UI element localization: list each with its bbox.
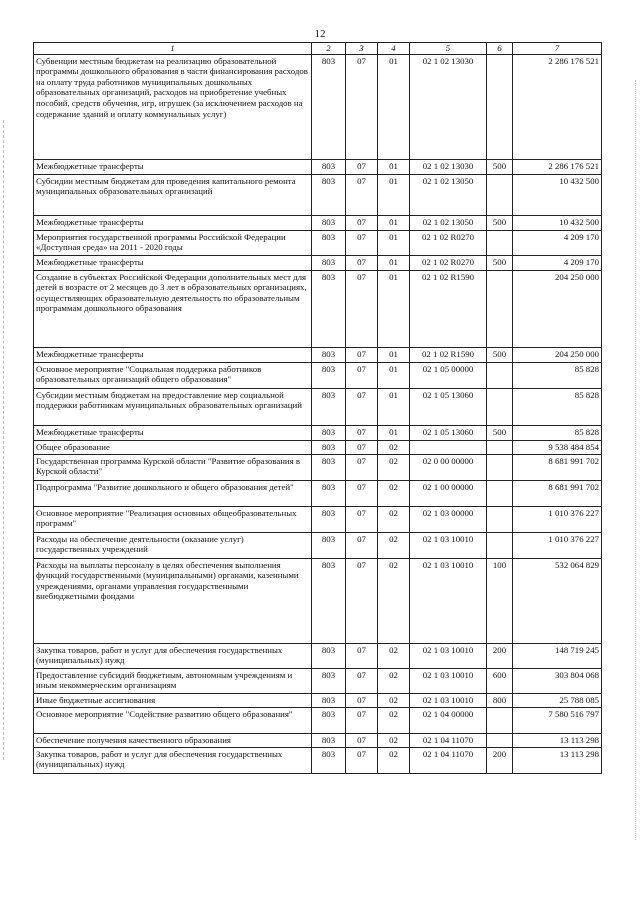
target-article: 02 1 02 R0270 (410, 230, 487, 255)
subsection-code: 02 (378, 733, 410, 747)
expense-type (487, 174, 513, 215)
table-row (34, 532, 602, 558)
subsection-code: 01 (378, 270, 410, 347)
expense-type (487, 362, 513, 388)
row-name: Субсидии местным бюджетам для проведения капитального ремонта муниципальных образовательных организаций (34, 174, 312, 215)
column-header: 1 (34, 43, 312, 55)
subsection-code: 02 (378, 558, 410, 643)
section-code: 07 (346, 733, 378, 747)
expense-type: 200 (487, 747, 513, 773)
section-code: 07 (346, 668, 378, 693)
subsection-code: 01 (378, 425, 410, 440)
table-row (34, 215, 602, 230)
amount: 10 432 500 (513, 174, 602, 215)
section-code: 07 (346, 159, 378, 174)
admin-code: 803 (312, 693, 346, 707)
target-article: 02 1 04 11070 (410, 733, 487, 747)
section-code: 07 (346, 747, 378, 773)
admin-code: 803 (312, 230, 346, 255)
expense-type (487, 388, 513, 425)
section-code: 07 (346, 388, 378, 425)
expense-type: 500 (487, 347, 513, 362)
amount: 532 064 829 (513, 558, 602, 643)
row-name: Основное мероприятие "Реализация основных общеобразовательных программ" (34, 506, 312, 532)
table-row (34, 480, 602, 506)
subsection-code: 02 (378, 440, 410, 454)
amount: 85 828 (513, 388, 602, 425)
row-name: Мероприятия государственной программы Российской Федерации «Доступная среда» на 2011 - 2020 годы (34, 230, 312, 255)
admin-code: 803 (312, 532, 346, 558)
row-name: Закупка товаров, работ и услуг для обеспечения государственных (муниципальных) нужд (34, 643, 312, 668)
table-row (34, 425, 602, 440)
row-name: Межбюджетные трансферты (34, 159, 312, 174)
expense-type: 500 (487, 425, 513, 440)
admin-code: 803 (312, 707, 346, 733)
admin-code: 803 (312, 733, 346, 747)
admin-code: 803 (312, 362, 346, 388)
admin-code: 803 (312, 159, 346, 174)
expense-type: 100 (487, 558, 513, 643)
section-code: 07 (346, 270, 378, 347)
table-row (34, 54, 602, 159)
amount: 4 209 170 (513, 230, 602, 255)
amount: 13 113 298 (513, 747, 602, 773)
section-code: 07 (346, 532, 378, 558)
admin-code: 803 (312, 174, 346, 215)
table-row (34, 693, 602, 707)
expense-type: 500 (487, 255, 513, 270)
target-article: 02 1 02 13030 (410, 159, 487, 174)
scan-edge-left (3, 120, 7, 760)
amount: 85 828 (513, 362, 602, 388)
target-article: 02 1 05 00000 (410, 362, 487, 388)
target-article: 02 1 00 00000 (410, 480, 487, 506)
target-article: 02 0 00 00000 (410, 454, 487, 480)
amount: 303 804 068 (513, 668, 602, 693)
admin-code: 803 (312, 668, 346, 693)
table-row (34, 668, 602, 693)
table-row (34, 733, 602, 747)
column-header: 5 (410, 43, 487, 55)
amount: 10 432 500 (513, 215, 602, 230)
page-number: 12 (314, 28, 326, 40)
target-article: 02 1 02 R1590 (410, 270, 487, 347)
row-name: Общее образование (34, 440, 312, 454)
subsection-code: 01 (378, 230, 410, 255)
table-row (34, 347, 602, 362)
row-name: Межбюджетные трансферты (34, 425, 312, 440)
section-code: 07 (346, 174, 378, 215)
subsection-code: 01 (378, 159, 410, 174)
admin-code: 803 (312, 347, 346, 362)
expense-type: 500 (487, 159, 513, 174)
target-article: 02 1 05 13060 (410, 388, 487, 425)
table-row (34, 707, 602, 733)
amount: 204 250 000 (513, 347, 602, 362)
row-name: Расходы на выплаты персоналу в целях обеспечения выполнения функций государственными (муниципальными) органами, казенными учреждениями, органами управления государственными внебюджетными фондами (34, 558, 312, 643)
subsection-code: 01 (378, 174, 410, 215)
table-row (34, 558, 602, 643)
row-name: Субвенции местным бюджетам на реализацию образовательной программы дошкольного образования в части финансирования расходов на оплату труда работников муниципальных дошкольных образовательных организаций, расходов на приобретение учебных пособий, средств обучения, игр, игрушек (за исключением расходов на содержание зданий и оплату коммунальных услуг) (34, 54, 312, 159)
section-code: 07 (346, 480, 378, 506)
section-code: 07 (346, 215, 378, 230)
amount: 148 719 245 (513, 643, 602, 668)
amount: 85 828 (513, 425, 602, 440)
subsection-code: 01 (378, 347, 410, 362)
subsection-code: 01 (378, 362, 410, 388)
table-header-row (34, 43, 602, 55)
target-article: 02 1 03 10010 (410, 532, 487, 558)
amount: 9 538 484 854 (513, 440, 602, 454)
expense-type (487, 270, 513, 347)
table-row (34, 270, 602, 347)
section-code: 07 (346, 643, 378, 668)
target-article: 02 1 02 R0270 (410, 255, 487, 270)
admin-code: 803 (312, 54, 346, 159)
table-row (34, 230, 602, 255)
row-name: Расходы на обеспечение деятельности (оказание услуг) государственных учреждений (34, 532, 312, 558)
admin-code: 803 (312, 747, 346, 773)
section-code: 07 (346, 506, 378, 532)
target-article: 02 1 04 00000 (410, 707, 487, 733)
admin-code: 803 (312, 388, 346, 425)
target-article: 02 1 03 10010 (410, 668, 487, 693)
target-article: 02 1 05 13060 (410, 425, 487, 440)
amount: 13 113 298 (513, 733, 602, 747)
budget-table (33, 42, 602, 774)
section-code: 07 (346, 707, 378, 733)
row-name: Основное мероприятие "Содействие развитию общего образования" (34, 707, 312, 733)
admin-code: 803 (312, 506, 346, 532)
admin-code: 803 (312, 440, 346, 454)
amount: 8 681 991 702 (513, 454, 602, 480)
section-code: 07 (346, 54, 378, 159)
row-name: Межбюджетные трансферты (34, 215, 312, 230)
row-name: Предоставление субсидий бюджетным, автономным учреждениям и иным некоммерческим организациям (34, 668, 312, 693)
row-name: Иные бюджетные ассигнования (34, 693, 312, 707)
amount: 2 286 176 521 (513, 159, 602, 174)
row-name: Закупка товаров, работ и услуг для обеспечения государственных (муниципальных) нужд (34, 747, 312, 773)
subsection-code: 02 (378, 707, 410, 733)
target-article: 02 1 03 10010 (410, 643, 487, 668)
column-header: 7 (513, 43, 602, 55)
admin-code: 803 (312, 215, 346, 230)
expense-type (487, 54, 513, 159)
row-name: Межбюджетные трансферты (34, 255, 312, 270)
table-body (34, 54, 602, 773)
scan-edge-right (632, 80, 636, 840)
column-header: 4 (378, 43, 410, 55)
section-code: 07 (346, 454, 378, 480)
expense-type: 500 (487, 215, 513, 230)
expense-type (487, 707, 513, 733)
row-name: Подпрограмма "Развитие дошкольного и общего образования детей" (34, 480, 312, 506)
target-article (410, 440, 487, 454)
section-code: 07 (346, 440, 378, 454)
admin-code: 803 (312, 643, 346, 668)
column-header: 2 (312, 43, 346, 55)
target-article: 02 1 02 13050 (410, 215, 487, 230)
subsection-code: 01 (378, 255, 410, 270)
subsection-code: 01 (378, 215, 410, 230)
column-header: 3 (346, 43, 378, 55)
row-name: Государственная программа Курской области "Развитие образования в Курской области" (34, 454, 312, 480)
amount: 2 286 176 521 (513, 54, 602, 159)
admin-code: 803 (312, 255, 346, 270)
table-row (34, 388, 602, 425)
amount: 1 010 376 227 (513, 532, 602, 558)
section-code: 07 (346, 425, 378, 440)
expense-type: 600 (487, 668, 513, 693)
expense-type (487, 480, 513, 506)
table-row (34, 643, 602, 668)
table-row (34, 159, 602, 174)
table-row (34, 362, 602, 388)
expense-type (487, 440, 513, 454)
row-name: Межбюджетные трансферты (34, 347, 312, 362)
expense-type (487, 733, 513, 747)
section-code: 07 (346, 230, 378, 255)
amount: 204 250 000 (513, 270, 602, 347)
subsection-code: 02 (378, 506, 410, 532)
expense-type (487, 454, 513, 480)
table-row (34, 747, 602, 773)
admin-code: 803 (312, 425, 346, 440)
admin-code: 803 (312, 270, 346, 347)
row-name: Обеспечение получения качественного образования (34, 733, 312, 747)
amount: 1 010 376 227 (513, 506, 602, 532)
amount: 25 788 085 (513, 693, 602, 707)
target-article: 02 1 02 13050 (410, 174, 487, 215)
target-article: 02 1 02 13030 (410, 54, 487, 159)
table-row (34, 255, 602, 270)
subsection-code: 02 (378, 747, 410, 773)
subsection-code: 02 (378, 480, 410, 506)
expense-type (487, 506, 513, 532)
column-header: 6 (487, 43, 513, 55)
expense-type: 200 (487, 643, 513, 668)
row-name: Основное мероприятие "Социальная поддержка работников образовательных организаций общего образования" (34, 362, 312, 388)
expense-type (487, 230, 513, 255)
section-code: 07 (346, 693, 378, 707)
amount: 7 580 516 797 (513, 707, 602, 733)
target-article: 02 1 03 00000 (410, 506, 487, 532)
target-article: 02 1 03 10010 (410, 693, 487, 707)
admin-code: 803 (312, 558, 346, 643)
admin-code: 803 (312, 454, 346, 480)
section-code: 07 (346, 362, 378, 388)
subsection-code: 02 (378, 532, 410, 558)
table-row (34, 440, 602, 454)
amount: 4 209 170 (513, 255, 602, 270)
amount: 8 681 991 702 (513, 480, 602, 506)
subsection-code: 01 (378, 54, 410, 159)
section-code: 07 (346, 347, 378, 362)
expense-type: 800 (487, 693, 513, 707)
target-article: 02 1 02 R1590 (410, 347, 487, 362)
subsection-code: 02 (378, 668, 410, 693)
section-code: 07 (346, 558, 378, 643)
subsection-code: 02 (378, 454, 410, 480)
target-article: 02 1 03 10010 (410, 558, 487, 643)
subsection-code: 02 (378, 643, 410, 668)
row-name: Создание в субъектах Российской Федерации дополнительных мест для детей в возрасте от 2 месяцев до 3 лет в образовательных организациях, осуществляющих образовательную деятельность по образовательным программам дошкольного образования (34, 270, 312, 347)
table-row (34, 506, 602, 532)
subsection-code: 01 (378, 388, 410, 425)
admin-code: 803 (312, 480, 346, 506)
target-article: 02 1 04 11070 (410, 747, 487, 773)
row-name: Субсидии местным бюджетам на предоставление мер социальной поддержки работникам муниципальных образовательных организаций (34, 388, 312, 425)
table-row (34, 174, 602, 215)
expense-type (487, 532, 513, 558)
subsection-code: 02 (378, 693, 410, 707)
section-code: 07 (346, 255, 378, 270)
table-row (34, 454, 602, 480)
